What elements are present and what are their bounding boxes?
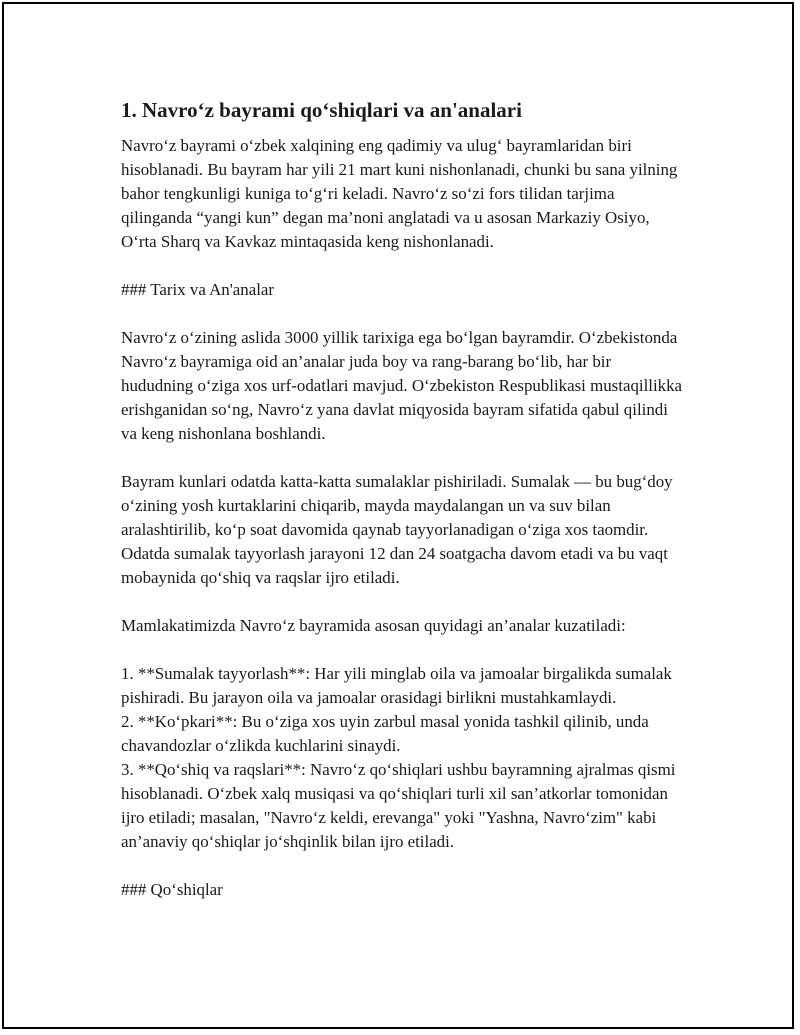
spacer bbox=[121, 854, 686, 878]
paragraph-intro: Navro‘z bayrami o‘zbek xalqining eng qadimiy va ulug‘ bayramlaridan biri hisoblanadi. Bu bayram har yili 21 mart kuni nishonlanadi, chunki bu sana yilning bahor tengkunligi kuniga to‘g‘ri keladi. Navro‘z so‘zi fors tilidan tarjima qilinganda “yangi kun” degan ma’noni anglatadi va u asosan Markaziy Osiyo, O‘rta Sharq va Kavkaz mintaqasida keng nishonlanadi. bbox=[121, 136, 678, 251]
paragraph-history: Navro‘z o‘zining aslida 3000 yillik tarixiga ega bo‘lgan bayramdir. O‘zbekistonda Navro‘z bayramiga oid an’analar juda boy va rang-barang bo‘lib, har bir hududning o‘ziga xos urf-odatlari mavjud. O‘zbekiston Respublikasi mustaqillikka erishganidan so‘ng, Navro‘z yana davlat miqyosida bayram sifatida qabul qilindi va keng nishonlana boshlandi. bbox=[121, 328, 683, 443]
list-item-songs-dances: 3. **Qo‘shiq va raqslari**: Navro‘z qo‘shiqlari ushbu bayramning ajralmas qismi hisoblanadi. O‘zbek xalq musiqasi va qo‘shiqlari turli xil san’atkorlar tomonidan ijro etiladi; masalan, "Navro‘z keldi, erevanga" yoki "Yashna, Navro‘zim" kabi an’anaviy qo‘shiqlar jo‘shqinlik bilan ijro etiladi. bbox=[121, 760, 676, 851]
spacer bbox=[121, 590, 686, 614]
spacer bbox=[121, 254, 686, 278]
section-heading-songs: ### Qo‘shiqlar bbox=[121, 880, 223, 899]
spacer bbox=[121, 302, 686, 326]
section-heading-history: ### Tarix va An'analar bbox=[121, 280, 275, 299]
spacer bbox=[121, 446, 686, 470]
spacer bbox=[121, 638, 686, 662]
document-page bbox=[2, 2, 794, 1029]
spacer bbox=[121, 124, 686, 134]
list-item-kopkari: 2. **Ko‘pkari**: Bu o‘ziga xos uyin zarbul masal yonida tashkil qilinib, unda chavandozlar o‘zlikda kuchlarini sinaydi. bbox=[121, 712, 649, 755]
document-body bbox=[121, 96, 686, 902]
list-item-sumalak: 1. **Sumalak tayyorlash**: Har yili minglab oila va jamoalar birgalikda sumalak pishiradi. Bu jarayon oila va jamoalar orasidagi birlikni mustahkamlaydi. bbox=[121, 664, 672, 707]
document-title: 1. Navro‘z bayrami qo‘shiqlari va an'analari bbox=[121, 98, 522, 122]
paragraph-sumalak: Bayram kunlari odatda katta-katta sumalaklar pishiriladi. Sumalak — bu bug‘doy o‘zining yosh kurtaklarini chiqarib, mayda maydalangan un va suv bilan aralashtirilib, ko‘p soat davomida qaynab tayyorlanadigan o‘ziga xos taomdir. Odatda sumalak tayyorlash jarayoni 12 dan 24 soatgacha davom etadi va bu vaqt mobaynida qo‘shiq va raqslar ijro etiladi. bbox=[121, 472, 673, 587]
paragraph-traditions-intro: Mamlakatimizda Navro‘z bayramida asosan quyidagi an’analar kuzatiladi: bbox=[121, 616, 626, 635]
